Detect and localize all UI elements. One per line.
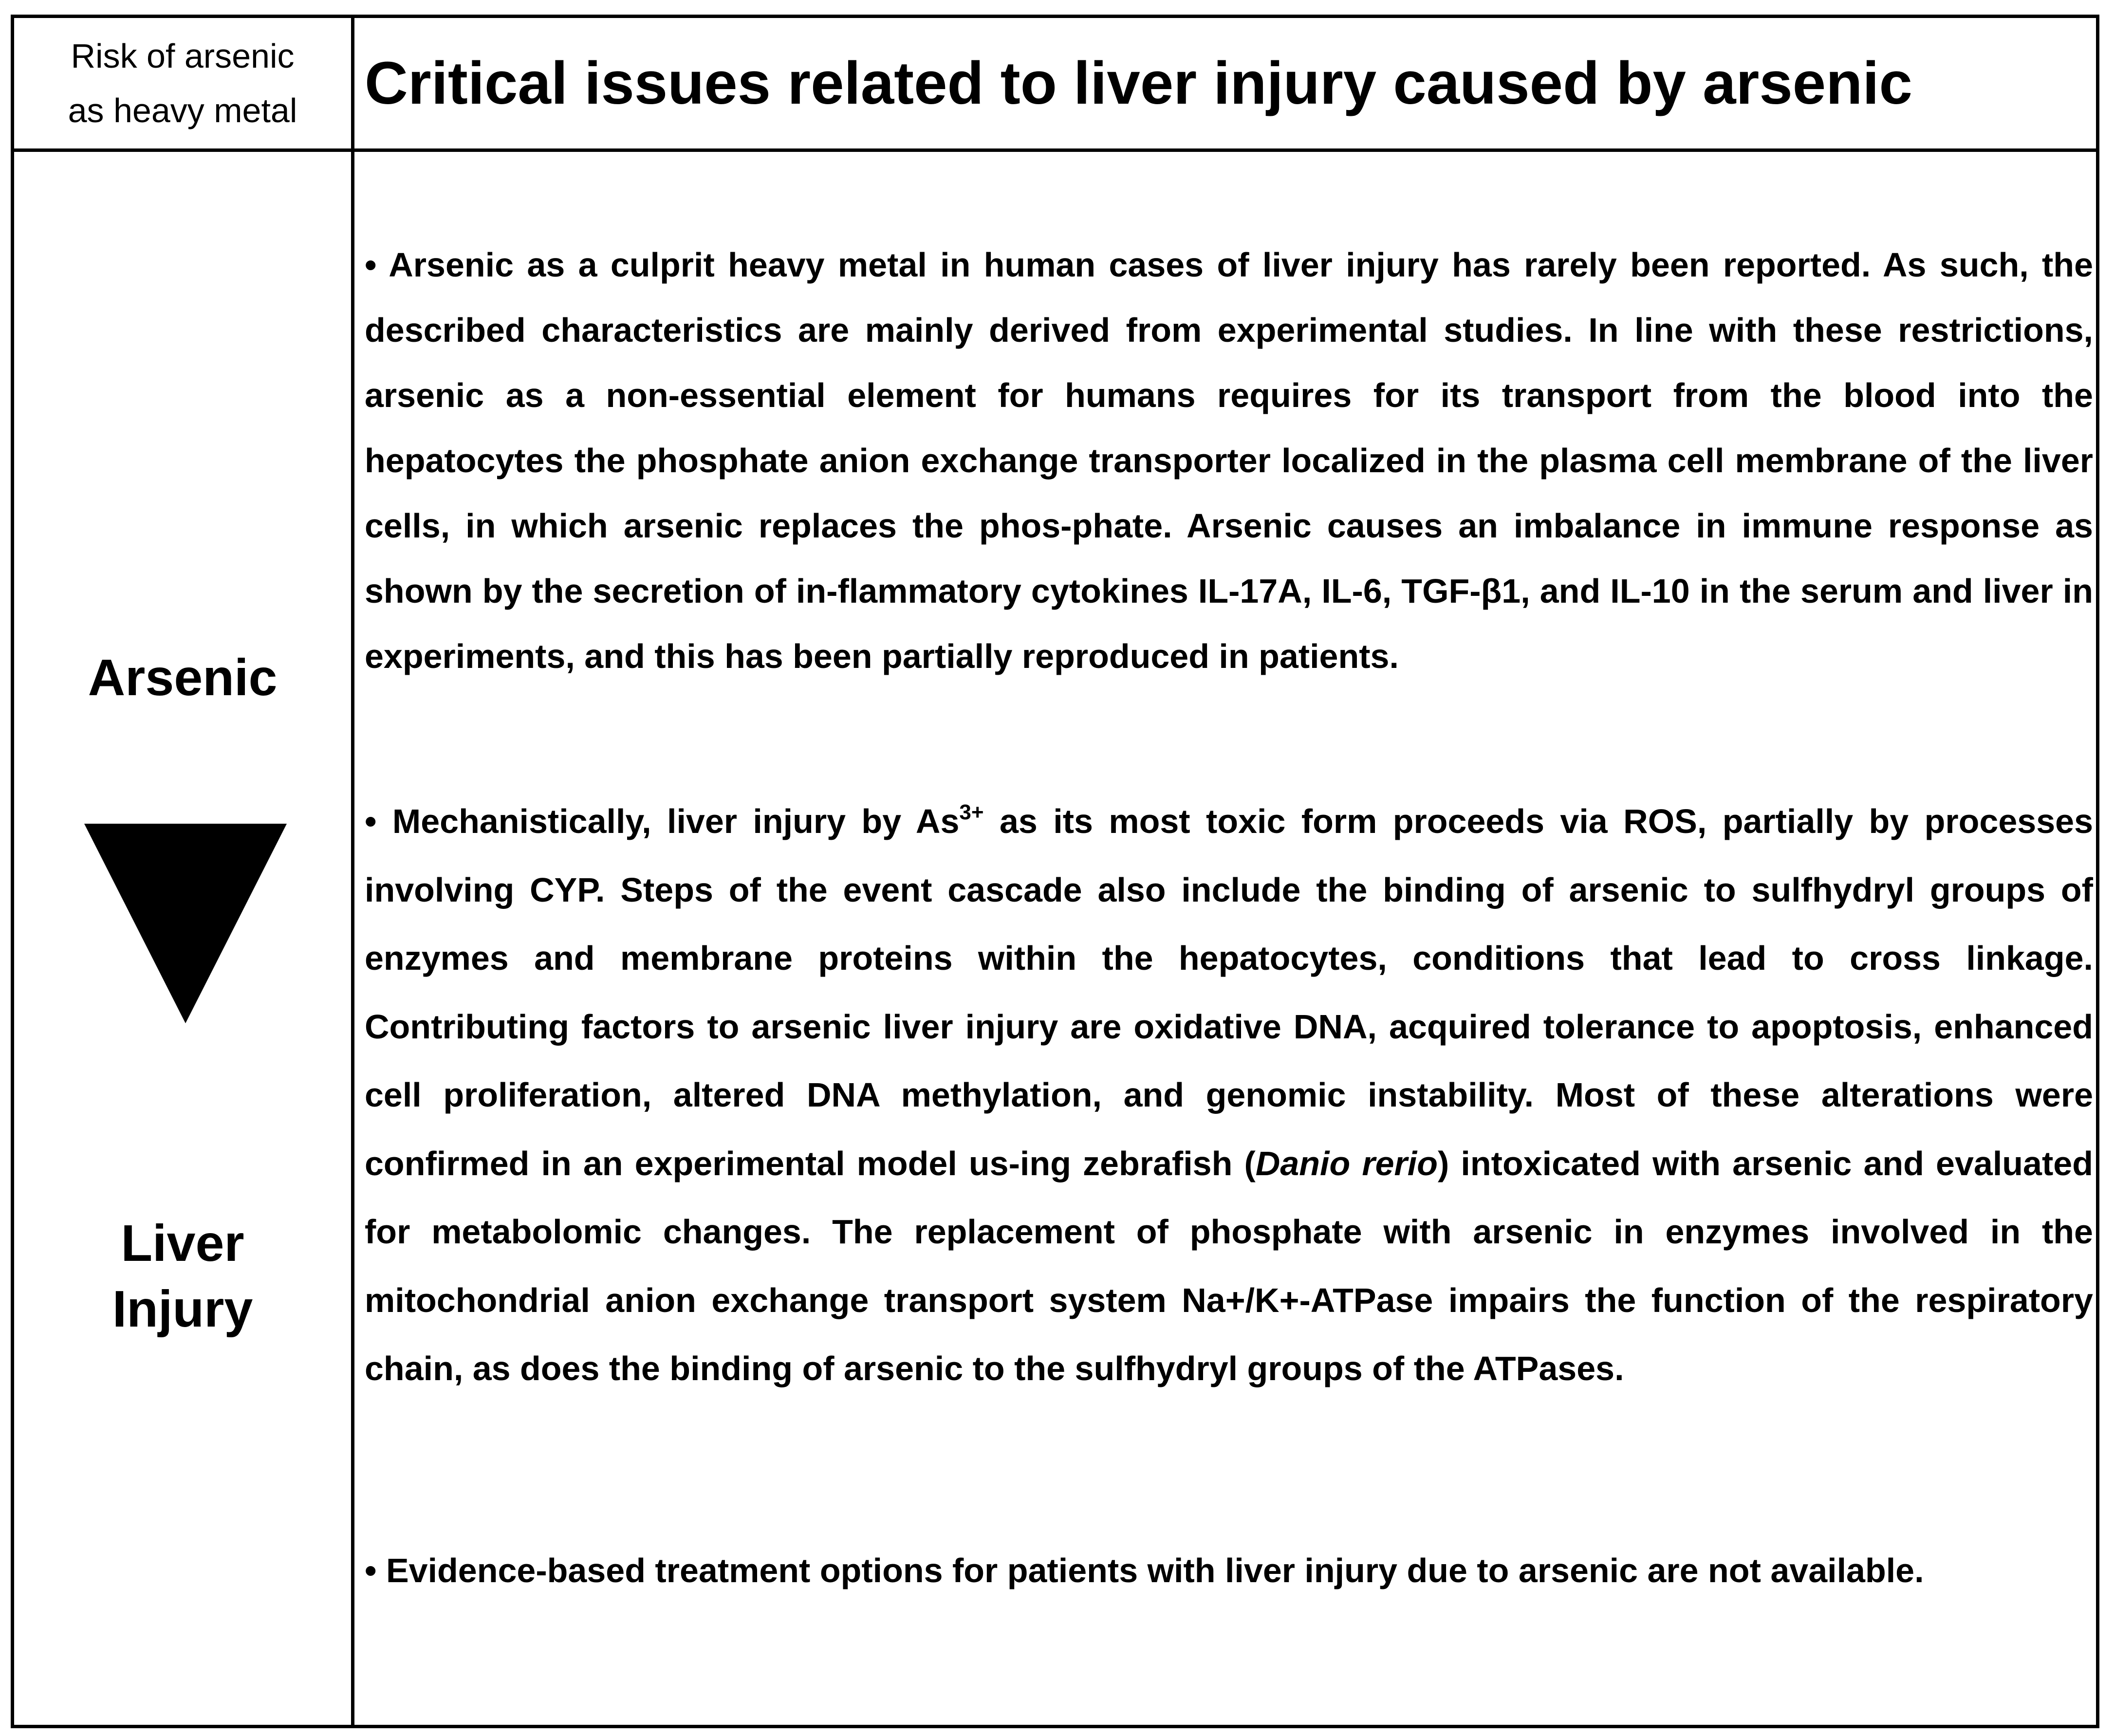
liver-injury-line1: Liver xyxy=(121,1215,244,1272)
paragraph-treatment: • Evidence-based treatment options for patients with liver injury due to arsenic are not available. xyxy=(365,1551,1924,1589)
table-title: Critical issues related to liver injury caused by arsenic xyxy=(365,50,1912,117)
p2-text-b: as its most toxic form proceeds via ROS, partially by processes involving CYP. Steps of the event cascade also include the binding of arsenic to sulfhydryl groups of enzymes and membrane proteins within the hepatocytes, conditions that lead to cross linkage. Contributing factors to arsenic liver injury are oxidative DNA, acquired tolerance to apoptosis, enhanced cell proliferation, altered DNA methylation, and genomic instability. Most of these alterations were confirmed in an experimental model us-ing zebrafish ( xyxy=(365,802,2093,1182)
arsenic-label: Arsenic xyxy=(88,649,278,706)
column-divider xyxy=(351,18,354,1725)
liver-injury-label xyxy=(14,1211,351,1342)
header-left-line1: Risk of arsenic xyxy=(71,37,295,75)
liver-injury-line2: Injury xyxy=(112,1280,253,1338)
paragraph-mechanism-ros xyxy=(365,787,2093,1403)
issues-table xyxy=(11,15,2099,1728)
header-left-line2: as heavy metal xyxy=(68,92,297,129)
paragraph-mechanism-transport: • Arsenic as a culprit heavy metal in human cases of liver injury has rarely been reported. As such, the described characteristics are mainly derived from experimental studies. In line with these restrictions, arsenic as a non-essential element for humans requires for its transport from the blood into the hepatocytes the phosphate anion exchange transporter localized in the plasma cell membrane of the liver cells, in which arsenic replaces the phos-phate. Arsenic causes an imbalance in immune response as shown by the secretion of in-flammatory cytokines IL-17A, IL-6, TGF-β1, and IL-10 in the serum and liver in experiments, and this has been partially reproduced in patients. xyxy=(365,246,2093,675)
left-column xyxy=(14,152,351,1728)
p2-text-a: • Mechanistically, liver injury by As xyxy=(365,802,960,840)
down-triangle-icon xyxy=(84,824,287,1023)
p2-superscript: 3+ xyxy=(959,800,984,824)
header-divider xyxy=(14,148,2096,152)
header-left-cell xyxy=(14,18,351,148)
p2-species-italic: Danio rerio xyxy=(1255,1144,1438,1182)
p2-text-c: ) intoxicated with arsenic and evaluated for metabolomic changes. The replacement of phosphate with arsenic in enzymes involved in the mitochondrial anion exchange transport system Na+/K+-ATPase impairs the function of the respiratory chain, as does the binding of arsenic to the sulfhydryl groups of the ATPases. xyxy=(365,1144,2093,1387)
